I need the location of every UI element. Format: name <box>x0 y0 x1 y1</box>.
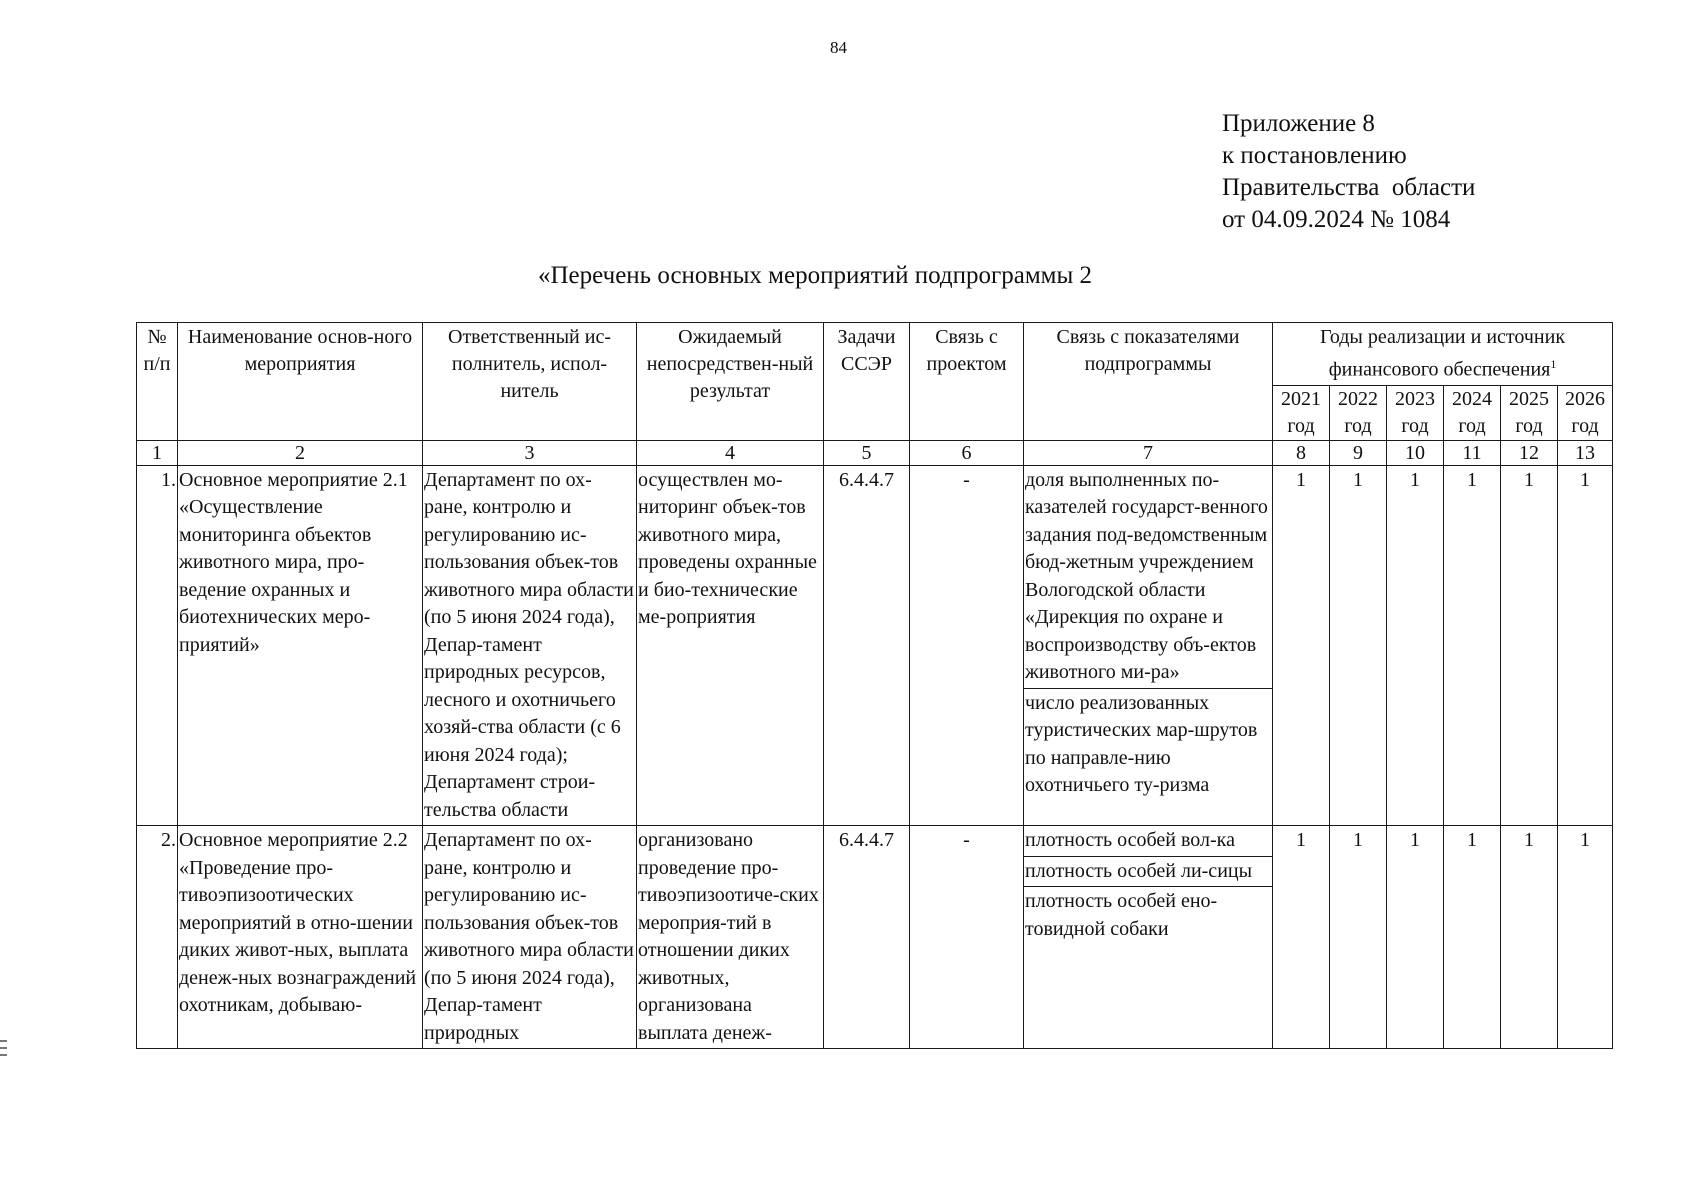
row-year-2025: 1 <box>1501 826 1558 1049</box>
header-project: Связь с проектом <box>910 323 1024 441</box>
row-indicators <box>1024 465 1273 826</box>
header-year-2021: 2021 год <box>1273 385 1330 440</box>
header-years-group <box>1273 323 1613 386</box>
row-project: - <box>910 465 1024 826</box>
row-year-2021: 1 <box>1273 826 1330 1049</box>
header-executor: Ответственный ис-полнитель, испол-нитель <box>423 323 637 441</box>
column-number: 7 <box>1024 440 1273 465</box>
column-number: 10 <box>1387 440 1444 465</box>
footnote-marker: 1 <box>1550 357 1557 371</box>
row-executor: Департамент по ох-ране, контролю и регулированию ис-пользования объек-тов животного мира области (по 5 июня 2024 года), Депар-тамент природных ресурсов, лесного и охотничьего хозяй-ства области (с 6 июня 2024 года); Департамент строи-тельства области <box>423 465 637 826</box>
column-number: 3 <box>423 440 637 465</box>
header-row <box>137 323 1613 386</box>
column-number: 9 <box>1330 440 1387 465</box>
column-number: 8 <box>1273 440 1330 465</box>
scan-edge-marks <box>0 1040 8 1061</box>
column-number: 6 <box>910 440 1024 465</box>
row-year-2021: 1 <box>1273 465 1330 826</box>
table-row <box>137 826 1613 1049</box>
indicator-item: число реализованных туристических мар-шрутов по направле-нию охотничьего ту-ризма <box>1024 688 1272 801</box>
row-result: организовано проведение про-тивоэпизоотиче-ских мероприя-тий в отношении диких животных, организована выплата денеж- <box>637 826 824 1049</box>
header-year-2026: 2026 год <box>1558 385 1613 440</box>
header-year-2023: 2023 год <box>1387 385 1444 440</box>
column-number: 5 <box>824 440 910 465</box>
scan-mark <box>0 1047 7 1049</box>
header-indicators: Связь с показателями подпрограммы <box>1024 323 1273 441</box>
header-year-2024: 2024 год <box>1444 385 1501 440</box>
appendix-line-4: от 04.09.2024 № 1084 <box>1222 206 1451 233</box>
column-number: 12 <box>1501 440 1558 465</box>
row-num: 1. <box>137 465 178 826</box>
row-year-2025: 1 <box>1501 465 1558 826</box>
scan-mark <box>0 1054 7 1056</box>
column-number: 1 <box>137 440 178 465</box>
row-year-2022: 1 <box>1330 465 1387 826</box>
header-result: Ожидаемый непосредствен-ный результат <box>637 323 824 441</box>
appendix-header <box>1222 108 1475 236</box>
indicator-item: плотность особей ли-сицы <box>1024 856 1272 887</box>
row-result: осуществлен мо-ниторинг объек-тов животного мира, проведены охранные и био-технические ме-роприятия <box>637 465 824 826</box>
row-year-2026: 1 <box>1558 826 1613 1049</box>
header-years-group-label: Годы реализации и источник финансового обеспечения <box>1320 326 1566 381</box>
table-row <box>137 465 1613 826</box>
activities-table <box>136 322 1613 1049</box>
page-number: 84 <box>830 38 847 57</box>
indicator-item: плотность особей ено-товидной собаки <box>1024 886 1272 944</box>
scan-mark <box>0 1040 7 1042</box>
row-year-2024: 1 <box>1444 465 1501 826</box>
row-year-2023: 1 <box>1387 826 1444 1049</box>
header-year-2025: 2025 год <box>1501 385 1558 440</box>
header-tasks: Задачи ССЭР <box>824 323 910 441</box>
column-number: 4 <box>637 440 824 465</box>
header-num: № п/п <box>137 323 178 441</box>
row-indicators <box>1024 826 1273 1049</box>
indicator-item: плотность особей вол-ка <box>1025 829 1235 852</box>
row-year-2023: 1 <box>1387 465 1444 826</box>
column-number: 2 <box>178 440 423 465</box>
indicator-item: доля выполненных по-казателей государст-венного задания под-ведомственным бюд-жетным учреждением Вологодской области «Дирекция по охране и воспроизводству объ-ектов животного ми-ра» <box>1025 468 1268 684</box>
row-project: - <box>910 826 1024 1049</box>
row-executor: Департамент по ох-ране, контролю и регулированию ис-пользования объек-тов животного мира области (по 5 июня 2024 года), Депар-тамент природных <box>423 826 637 1049</box>
row-num: 2. <box>137 826 178 1049</box>
row-name: Основное мероприятие 2.2 «Проведение про-тивоэпизоотических мероприятий в отно-шении диких живот-ных, выплата денеж-ных вознаграждений охотникам, добываю- <box>178 826 423 1049</box>
row-tasks: 6.4.4.7 <box>824 465 910 826</box>
document-title: «Перечень основных мероприятий подпрограммы 2 <box>538 262 1093 289</box>
row-tasks: 6.4.4.7 <box>824 826 910 1049</box>
header-year-2022: 2022 год <box>1330 385 1387 440</box>
column-number: 11 <box>1444 440 1501 465</box>
appendix-line-1: Приложение 8 <box>1222 110 1375 137</box>
row-year-2024: 1 <box>1444 826 1501 1049</box>
appendix-line-3: Правительства области <box>1222 174 1476 201</box>
row-name: Основное мероприятие 2.1 «Осуществление мониторинга объектов животного мира, про-ведение охранных и биотехнических меро-приятий» <box>178 465 423 826</box>
column-number-row <box>137 440 1613 465</box>
header-name: Наименование основ-ного мероприятия <box>178 323 423 441</box>
appendix-line-2: к постановлению <box>1222 142 1407 169</box>
column-number: 13 <box>1558 440 1613 465</box>
row-year-2026: 1 <box>1558 465 1613 826</box>
row-year-2022: 1 <box>1330 826 1387 1049</box>
